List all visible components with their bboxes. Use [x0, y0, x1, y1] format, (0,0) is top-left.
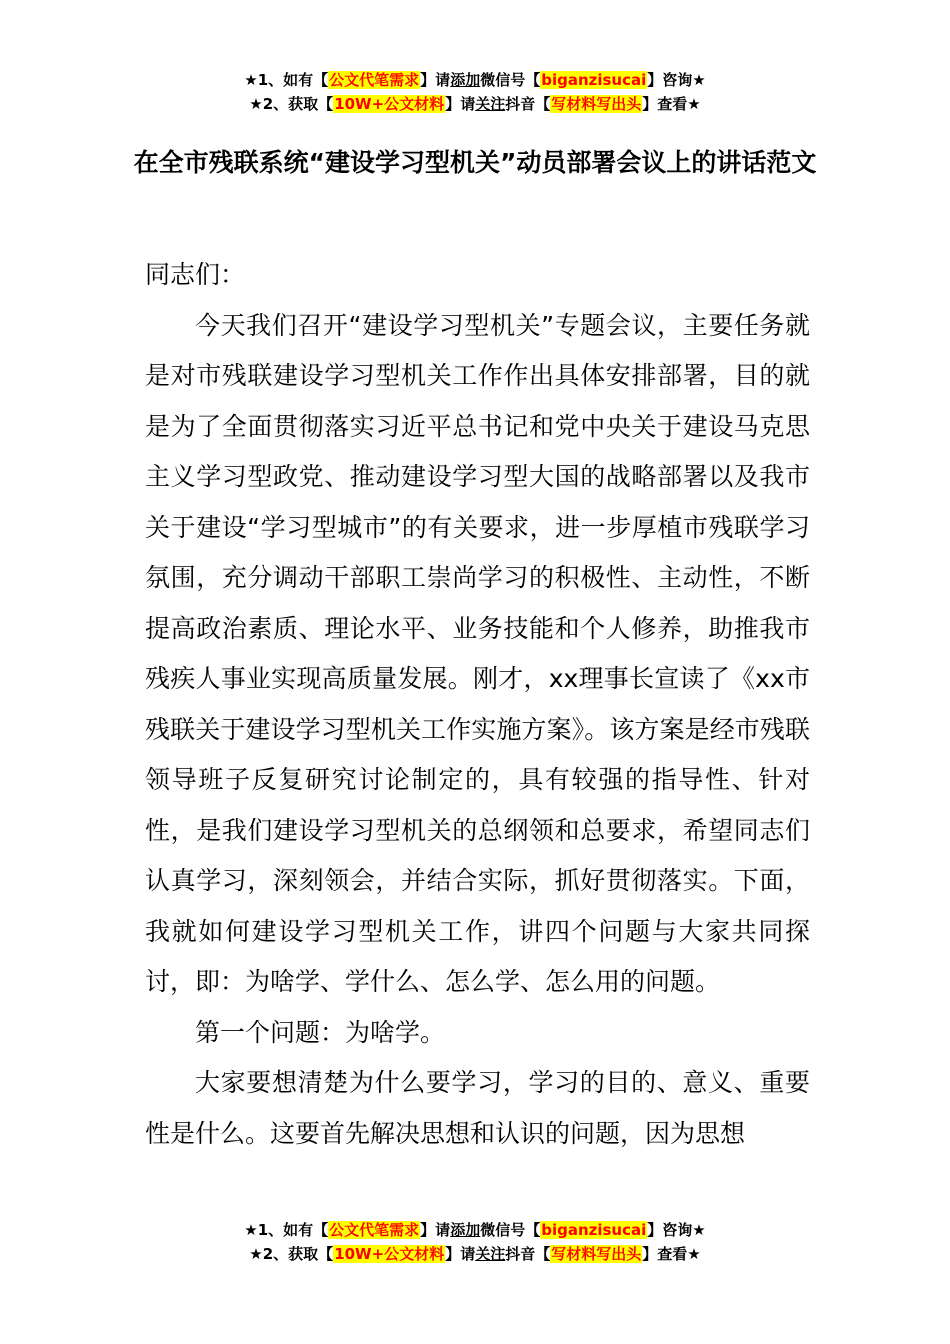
banner-text: 】查看★: [642, 95, 701, 113]
underlined-text: 添加: [450, 1221, 481, 1239]
banner-text: ★2、获取【: [249, 1245, 334, 1263]
highlight-wechat-id: biganzisucai: [541, 1221, 647, 1239]
banner-text: ★1、如有【: [244, 71, 329, 89]
highlight-wechat-id: biganzisucai: [541, 71, 647, 89]
banner-text: 】请: [445, 95, 476, 113]
banner-line-1: [0, 1218, 950, 1242]
header-banner: [0, 68, 950, 116]
section-heading: 第一个问题：为啥学。: [195, 1017, 446, 1047]
highlight-materials: 10W+公文材料: [334, 1245, 445, 1263]
banner-text: 】查看★: [642, 1245, 701, 1263]
document-body: [145, 250, 810, 1159]
banner-text: 】请: [420, 71, 451, 89]
document-title: 在全市残联系统“建设学习型机关”动员部署会议上的讲话范文: [133, 148, 817, 177]
banner-text: 】咨询★: [647, 1221, 706, 1239]
highlight-service: 公文代笔需求: [329, 71, 420, 89]
highlight-service: 公文代笔需求: [329, 1221, 420, 1239]
banner-text: 】请: [445, 1245, 476, 1263]
banner-text: ★1、如有【: [244, 1221, 329, 1239]
highlight-materials: 10W+公文材料: [334, 95, 445, 113]
paragraph: 大家要想清楚为什么要学习，学习的目的、意义、重要性是什么。这要首先解决思想和认识的问题，因为思想: [145, 1068, 810, 1148]
banner-text: 微信号【: [480, 1221, 541, 1239]
highlight-douyin-account: 写材料写出头: [551, 95, 642, 113]
banner-text: 】咨询★: [647, 71, 706, 89]
underlined-text: 关注: [475, 95, 506, 113]
underlined-text: 添加: [450, 71, 481, 89]
paragraph: 今天我们召开“建设学习型机关”专题会议，主要任务就是对市残联建设学习型机关工作作出具体安排部署，目的就是为了全面贯彻落实习近平总书记和党中央关于建设马克思主义学习型政党、推动建设学习型大国的战略部署以及我市关于建设“学习型城市”的有关要求，进一步厚植市残联学习氛围，充分调动干部职工崇尚学习的积极性、主动性，不断提高政治素质、理论水平、业务技能和个人修养，助推我市残疾人事业实现高质量发展。刚才，xx理事长宣读了《xx市残联关于建设学习型机关工作实施方案》。该方案是经市残联领导班子反复研究讨论制定的，具有较强的指导性、针对性，是我们建设学习型机关的总纲领和总要求，希望同志们认真学习，深刻领会，并结合实际，抓好贯彻落实。下面，我就如何建设学习型机关工作，讲四个问题与大家共同探讨，即：为啥学、学什么、怎么学、怎么用的问题。: [145, 310, 810, 996]
banner-text: ★2、获取【: [249, 95, 334, 113]
banner-line-2: [0, 92, 950, 116]
banner-line-1: [0, 68, 950, 92]
banner-text: 抖音【: [505, 1245, 551, 1263]
banner-text: 】请: [420, 1221, 451, 1239]
salutation: 同志们：: [145, 260, 246, 289]
underlined-text: 关注: [475, 1245, 506, 1263]
highlight-douyin-account: 写材料写出头: [551, 1245, 642, 1263]
banner-text: 微信号【: [480, 71, 541, 89]
banner-line-2: [0, 1242, 950, 1266]
banner-text: 抖音【: [505, 95, 551, 113]
footer-banner: [0, 1218, 950, 1266]
